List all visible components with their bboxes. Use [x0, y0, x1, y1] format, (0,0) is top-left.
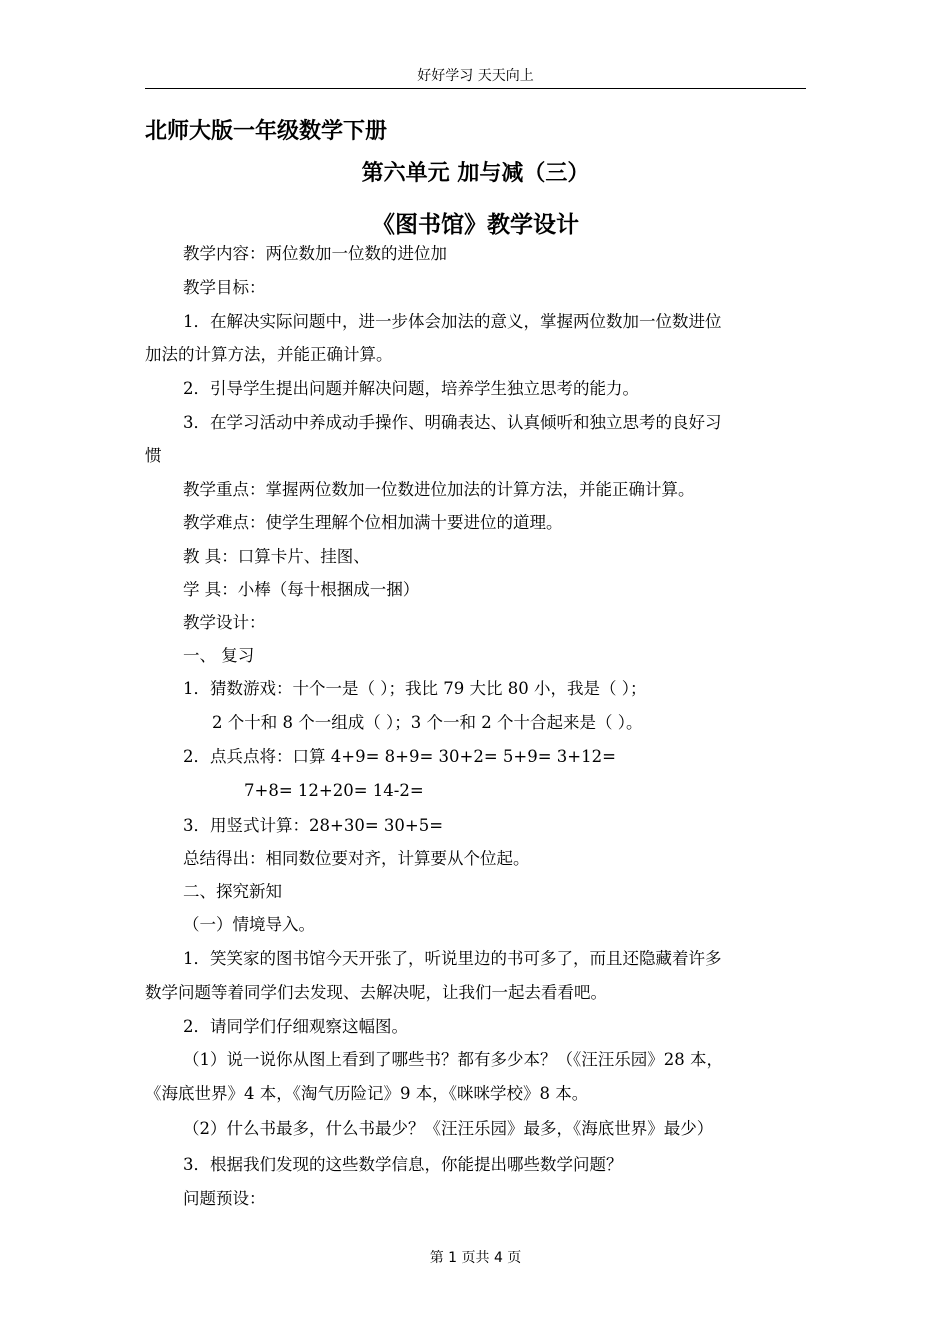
- difficult-point: 教学难点：使学生理解个位相加满十要进位的道理。: [183, 513, 563, 532]
- goal-1: 1．在解决实际问题中，进一步体会加法的意义，掌握两位数加一位数进位: [183, 312, 722, 331]
- explore-question-1: （1）说一说你从图上看到了哪些书？都有多少本？（《汪汪乐园》28 本，: [183, 1050, 723, 1069]
- teaching-content: 教学内容：两位数加一位数的进位加: [183, 244, 447, 263]
- teaching-aids: 教 具：口算卡片、挂图、: [183, 547, 370, 566]
- page-header: 好好学习 天天向上: [145, 66, 806, 89]
- teaching-goals-heading: 教学目标：: [183, 278, 266, 297]
- learning-aids: 学 具：小棒（每十根捆成一捆）: [183, 580, 420, 599]
- section-review: 一、 复习: [183, 646, 255, 665]
- subsection-situation: （一）情境导入。: [183, 915, 315, 934]
- review-item-3: 3．用竖式计算：28+30= 30+5=: [183, 816, 444, 835]
- review-summary: 总结得出：相同数位要对齐，计算要从个位起。: [183, 849, 530, 868]
- teaching-design-heading: 教学设计：: [183, 613, 266, 632]
- explore-question-1-cont: 《海底世界》4 本，《淘气历险记》9 本，《咪咪学校》8 本。: [145, 1084, 589, 1103]
- page-footer: 第 1 页共 4 页: [429, 1250, 522, 1266]
- explore-item-1: 1．笑笑家的图书馆今天开张了，听说里边的书可多了，而且还隐藏着许多: [183, 949, 722, 968]
- goal-1-cont: 加法的计算方法，并能正确计算。: [145, 345, 393, 364]
- unit-title: 第六单元 加与减（三）: [361, 161, 590, 186]
- key-point: 教学重点：掌握两位数加一位数进位加法的计算方法，并能正确计算。: [183, 480, 695, 499]
- document-title: 北师大版一年级数学下册: [145, 119, 388, 144]
- lesson-title: 《图书馆》教学设计: [372, 212, 579, 238]
- review-item-1-cont: 2 个十和 8 个一组成（ ）；3 个一和 2 个十合起来是（ ）。: [212, 713, 643, 732]
- goal-2: 2．引导学生提出问题并解决问题，培养学生独立思考的能力。: [183, 379, 639, 398]
- review-item-2-cont: 7+8= 12+20= 14-2=: [244, 781, 424, 800]
- question-presets: 问题预设：: [183, 1189, 266, 1208]
- explore-question-2: （2）什么书最多，什么书最少？《汪汪乐园》最多，《海底世界》最少）: [183, 1119, 714, 1138]
- section-explore: 二、探究新知: [183, 882, 282, 901]
- explore-item-3: 3．根据我们发现的这些数学信息，你能提出哪些数学问题？: [183, 1155, 623, 1174]
- goal-3: 3．在学习活动中养成动手操作、明确表达、认真倾听和独立思考的良好习: [183, 413, 722, 432]
- explore-item-1-cont: 数学问题等着同学们去发现、去解决呢，让我们一起去看看吧。: [145, 983, 607, 1002]
- goal-3-cont: 惯: [145, 446, 162, 465]
- explore-item-2: 2．请同学们仔细观察这幅图。: [183, 1017, 408, 1036]
- review-item-2: 2．点兵点将：口算 4+9= 8+9= 30+2= 5+9= 3+12=: [183, 747, 616, 766]
- review-item-1: 1．猜数游戏：十个一是（ ）；我比 79 大比 80 小，我是（ ）；: [183, 679, 647, 698]
